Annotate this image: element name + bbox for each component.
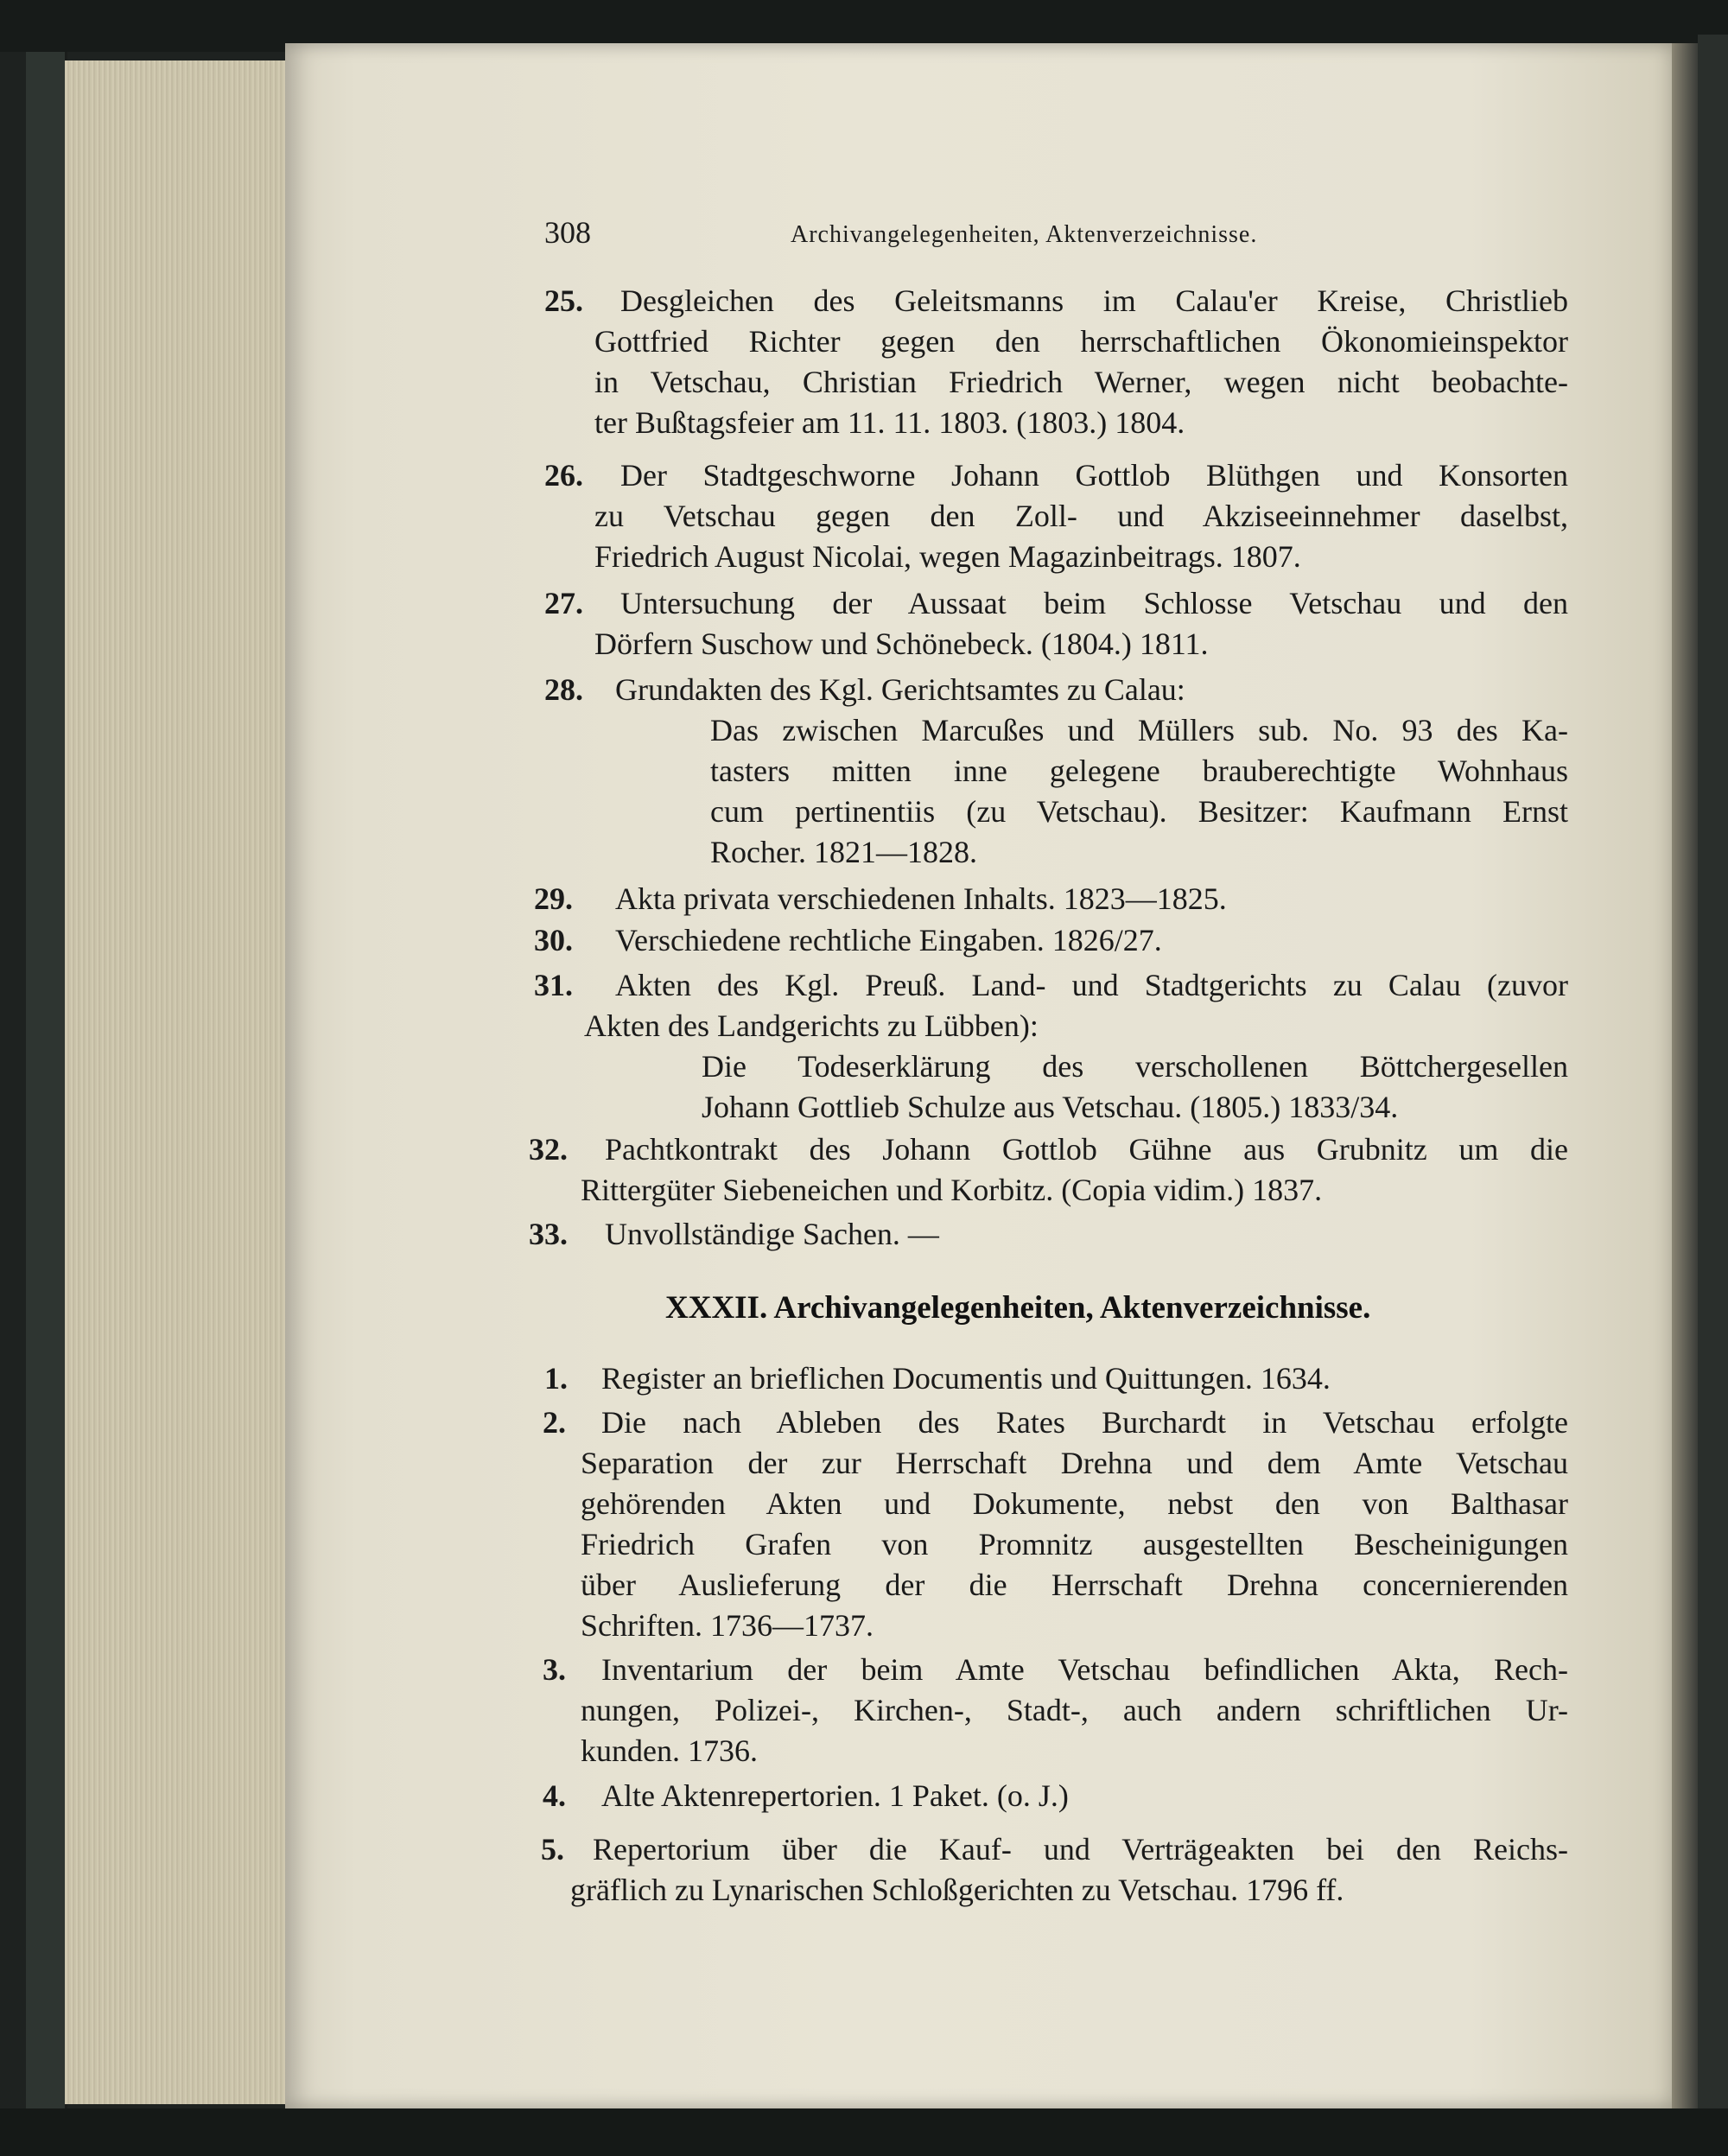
item-number: 30. xyxy=(534,923,573,957)
item-text-line: Rocher. 1821—1828. xyxy=(710,835,977,869)
item-text-line: Die Todeserklärung des verschollenen Böttchergesellen xyxy=(702,1049,1568,1084)
item-number: 27. xyxy=(544,586,583,620)
item-text-line: Johann Gottlieb Schulze aus Vetschau. (1805.) 1833/34. xyxy=(702,1090,1399,1124)
item-number: 2. xyxy=(543,1405,566,1440)
item-text-line: Desgleichen des Geleitsmanns im Calau'er Kreise, Christlieb xyxy=(620,283,1568,318)
item-text-line: Inventarium der beim Amte Vetschau befindlichen Akta, Rech- xyxy=(601,1652,1568,1687)
item-text-line: Pachtkontrakt des Johann Gottlob Gühne aus Grubnitz um die xyxy=(605,1132,1568,1167)
item-number: 31. xyxy=(534,968,573,1002)
item-text-line: Separation der zur Herrschaft Drehna und dem Amte Vetschau xyxy=(581,1446,1568,1480)
item-text-line: Friedrich Grafen von Promnitz ausgestellten Bescheinigungen xyxy=(581,1527,1568,1561)
book-cover-left xyxy=(26,52,67,2108)
item-text-line: Repertorium über die Kauf- und Verträgeakten bei den Reichs- xyxy=(593,1832,1568,1867)
item-text-line: Akta privata verschiedenen Inhalts. 1823—1825. xyxy=(615,881,1227,916)
item-number: 25. xyxy=(544,283,583,318)
item-text-line: ter Bußtagsfeier am 11. 11. 1803. (1803.) 1804. xyxy=(594,405,1185,440)
item-text-line: Das zwischen Marcußes und Müllers sub. No. 93 des Ka- xyxy=(710,713,1568,747)
item-number: 26. xyxy=(544,458,583,493)
item-text-line: cum pertinentiis (zu Vetschau). Besitzer: Kaufmann Ernst xyxy=(710,794,1568,829)
item-text-line: Die nach Ableben des Rates Burchardt in Vetschau erfolgte xyxy=(601,1405,1568,1440)
book-cover-right xyxy=(1698,35,1728,2126)
item-text-line: Akten des Kgl. Preuß. Land- und Stadtgerichts zu Calau (zuvor xyxy=(615,968,1568,1002)
item-text-line: über Auslieferung der die Herrschaft Drehna concernierenden xyxy=(581,1568,1568,1602)
item-number: 5. xyxy=(541,1832,564,1867)
page-edges xyxy=(65,60,298,2104)
book-gutter xyxy=(1672,43,1698,2108)
item-text-line: Rittergüter Siebeneichen und Korbitz. (Copia vidim.) 1837. xyxy=(581,1173,1323,1207)
item-text-line: gehörenden Akten und Dokumente, nebst den von Balthasar xyxy=(581,1486,1568,1521)
item-text-line: Der Stadtgeschworne Johann Gottlob Blüthgen und Konsorten xyxy=(620,458,1568,493)
running-title: Archivangelegenheiten, Aktenverzeichnisse. xyxy=(791,221,1258,248)
item-text-line: Gottfried Richter gegen den herrschaftlichen Ökonomieinspektor xyxy=(594,324,1568,359)
section-heading: XXXII. Archivangelegenheiten, Aktenverzeichnisse. xyxy=(665,1290,1371,1326)
item-text-line: Friedrich August Nicolai, wegen Magazinbeitrags. 1807. xyxy=(594,539,1301,574)
item-text-line: Unvollständige Sachen. — xyxy=(605,1217,939,1251)
item-text-line: gräflich zu Lynarischen Schloßgerichten zu Vetschau. 1796 ff. xyxy=(570,1873,1344,1907)
item-text-line: Verschiedene rechtliche Eingaben. 1826/27. xyxy=(615,923,1162,957)
item-text-line: Untersuchung der Aussaat beim Schlosse Vetschau und den xyxy=(620,586,1568,620)
item-text-line: Dörfern Suschow und Schönebeck. (1804.) 1811. xyxy=(594,626,1209,661)
item-text-line: Schriften. 1736—1737. xyxy=(581,1608,874,1643)
item-text-line: nungen, Polizei-, Kirchen-, Stadt-, auch andern schriftlichen Ur- xyxy=(581,1693,1568,1727)
item-text-line: Akten des Landgerichts zu Lübben): xyxy=(584,1008,1039,1043)
page-number: 308 xyxy=(544,215,591,250)
item-number: 33. xyxy=(529,1217,568,1251)
item-number: 4. xyxy=(543,1778,566,1813)
item-text-line: Grundakten des Kgl. Gerichtsamtes zu Calau: xyxy=(615,672,1185,707)
item-text-line: Register an brieflichen Documentis und Quittungen. 1634. xyxy=(601,1361,1331,1396)
item-number: 32. xyxy=(529,1132,568,1167)
item-text-line: in Vetschau, Christian Friedrich Werner, wegen nicht beobachte- xyxy=(594,365,1568,399)
item-number: 29. xyxy=(534,881,573,916)
item-text-line: Alte Aktenrepertorien. 1 Paket. (o. J.) xyxy=(601,1778,1069,1813)
item-number: 3. xyxy=(543,1652,566,1687)
item-number: 1. xyxy=(544,1361,568,1396)
book-cover-bottom xyxy=(0,2108,1728,2156)
item-number: 28. xyxy=(544,672,583,707)
item-text-line: kunden. 1736. xyxy=(581,1733,758,1768)
item-text-line: tasters mitten inne gelegene brauberechtigte Wohnhaus xyxy=(710,754,1568,788)
item-text-line: zu Vetschau gegen den Zoll- und Akziseeinnehmer daselbst, xyxy=(594,499,1568,533)
